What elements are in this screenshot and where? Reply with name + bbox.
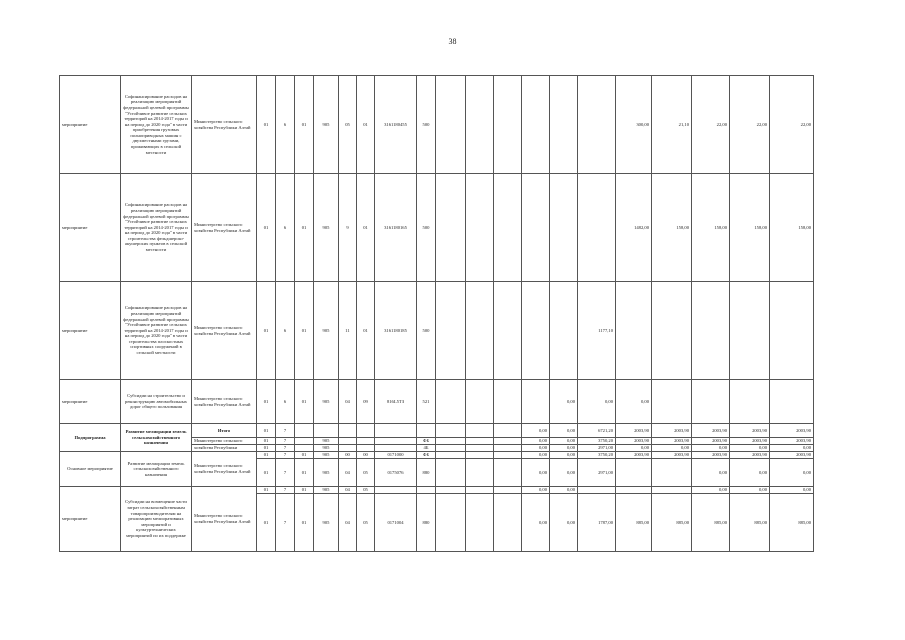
table-cell: 880 bbox=[417, 494, 436, 552]
table-cell: 2971,00 bbox=[578, 445, 616, 452]
table-cell: 2003,90 bbox=[692, 438, 730, 445]
table-cell bbox=[494, 445, 522, 452]
table-cell bbox=[522, 380, 550, 424]
table-cell: 2003,90 bbox=[730, 438, 770, 445]
table-cell: Софинансирование расходов на реализацию мероприятий федеральной целевой программы "Устойчивое развитие сельских территорий на 2014-2017 годы и на период до 2020 года" в части приобретения грузовых полноприводных машин с двухместными грузами, проживающих в сельской местности bbox=[121, 76, 192, 174]
table-cell: 885,00 bbox=[652, 494, 692, 552]
table-cell: 905 bbox=[314, 494, 339, 552]
table-cell: 2003,90 bbox=[616, 438, 652, 445]
table-cell bbox=[730, 380, 770, 424]
table-cell: 00 bbox=[357, 452, 375, 459]
table-cell: 0,00 bbox=[522, 452, 550, 459]
table-cell: 0,00 bbox=[550, 424, 578, 438]
table-cell: Министерство сельского хозяйства Республики Алтай bbox=[192, 174, 257, 282]
table-cell: 816L5ТЗ bbox=[375, 380, 417, 424]
table-cell: 01 bbox=[257, 494, 276, 552]
table-cell: 01 bbox=[295, 380, 314, 424]
table-row bbox=[60, 174, 814, 282]
table-cell: 0,00 bbox=[730, 445, 770, 452]
table-cell: 0,00 bbox=[550, 452, 578, 459]
table-cell: 3750,20 bbox=[578, 438, 616, 445]
table-cell bbox=[550, 76, 578, 174]
table-cell: Софинансирование расходов на реализацию мероприятий федеральной целевой программы "Устойчивое развитие сельских территорий на 2014-2017 годы и на период до 2020 года" в части строительства плоскостных спортивных сооружений в сельской местности bbox=[121, 282, 192, 380]
table-cell: 0,00 bbox=[522, 438, 550, 445]
table-cell: Софинансирование расходов на реализацию мероприятий федеральной целевой программы "Устойчивое развитие сельских территорий на 2014-2017 годы и на период до 2020 года" в части строительства фельдшерско-акушерских пунктов в сельской местности bbox=[121, 174, 192, 282]
table-cell: 3161180455 bbox=[375, 76, 417, 174]
table-cell: 2003,90 bbox=[692, 452, 730, 459]
table-cell: 2003,90 bbox=[770, 424, 814, 438]
table-cell: 01 bbox=[357, 174, 375, 282]
table-cell: Министерство сельского хозяйства Республики Алтай bbox=[192, 282, 257, 380]
table-cell: 0,00 bbox=[522, 494, 550, 552]
table-cell bbox=[295, 424, 314, 438]
table-cell: 1787,00 bbox=[578, 494, 616, 552]
table-cell: 0,00 bbox=[522, 459, 550, 487]
table-cell: 0,00 bbox=[692, 459, 730, 487]
table-row bbox=[60, 282, 814, 380]
table-cell: 01 bbox=[357, 282, 375, 380]
page-number: 38 bbox=[448, 37, 457, 46]
table-cell: 7 bbox=[276, 445, 295, 452]
table-cell bbox=[357, 438, 375, 445]
table-cell: Итого bbox=[192, 424, 257, 438]
table-cell: 0,00 bbox=[730, 487, 770, 494]
table-cell: Министерство сельского хозяйства Республики Алтай bbox=[192, 380, 257, 424]
table-cell bbox=[436, 487, 466, 494]
table-cell: 905 bbox=[314, 438, 339, 445]
table-cell bbox=[770, 282, 814, 380]
table-cell bbox=[436, 282, 466, 380]
table-cell: 01 bbox=[257, 452, 276, 459]
table-cell bbox=[436, 174, 466, 282]
table-cell: 01 bbox=[257, 487, 276, 494]
table-cell: 01 bbox=[257, 459, 276, 487]
table-cell: 01 bbox=[295, 76, 314, 174]
table-cell bbox=[522, 76, 550, 174]
table-cell: Основное мероприятие bbox=[60, 452, 121, 487]
table-cell: 09 bbox=[357, 380, 375, 424]
table-cell: 885,00 bbox=[730, 494, 770, 552]
table-cell: 01 bbox=[257, 282, 276, 380]
table-cell: 0,00 bbox=[692, 487, 730, 494]
table-cell: Субсидии на возмещение части затрат сельскохозяйственным товаропроизводителям на реализацию мелиоративных мероприятий и культуртехнических мероприятий по их поддержке bbox=[121, 487, 192, 552]
table-cell bbox=[494, 487, 522, 494]
table-cell: 905 bbox=[314, 76, 339, 174]
table-cell: Субсидии на строительство и реконструкцию автомобильных дорог общего пользования bbox=[121, 380, 192, 424]
table-cell: мероприятие bbox=[60, 76, 121, 174]
table-cell: Подпрограмма bbox=[60, 424, 121, 452]
table-cell: 7 bbox=[276, 494, 295, 552]
table-cell: 2003,90 bbox=[616, 424, 652, 438]
table-cell bbox=[466, 487, 494, 494]
table-cell bbox=[522, 174, 550, 282]
table-cell bbox=[357, 445, 375, 452]
table-cell: 2003,90 bbox=[652, 452, 692, 459]
table-cell bbox=[295, 445, 314, 452]
table-cell: 500 bbox=[417, 76, 436, 174]
table-cell: 0,00 bbox=[692, 445, 730, 452]
table-cell: 2003,90 bbox=[730, 424, 770, 438]
table-cell bbox=[436, 424, 466, 438]
table-cell bbox=[466, 494, 494, 552]
table-cell: Министерство сельского хозяйства Республики Алтай bbox=[192, 76, 257, 174]
table-cell bbox=[436, 494, 466, 552]
table-cell: 300,00 bbox=[616, 76, 652, 174]
table-cell: 7 bbox=[276, 438, 295, 445]
table-cell: 01 bbox=[257, 380, 276, 424]
table-cell bbox=[578, 487, 616, 494]
table-cell: 905 bbox=[314, 459, 339, 487]
table-cell: 905 bbox=[314, 380, 339, 424]
table-cell: 01 bbox=[295, 487, 314, 494]
table-cell: 01 bbox=[295, 494, 314, 552]
table-cell: 3161180165 bbox=[375, 174, 417, 282]
table-cell: 0,00 bbox=[550, 459, 578, 487]
table-cell: 3161180185 bbox=[375, 282, 417, 380]
table-cell: 01 bbox=[295, 452, 314, 459]
table-cell: 1177,10 bbox=[578, 282, 616, 380]
table-cell bbox=[375, 487, 417, 494]
table-cell bbox=[436, 452, 466, 459]
table-cell bbox=[436, 438, 466, 445]
table-cell: 2003,90 bbox=[770, 452, 814, 459]
table-cell: Министерство сельского хозяйства Республики Алтай bbox=[192, 452, 257, 487]
table-cell bbox=[494, 282, 522, 380]
table-cell bbox=[436, 76, 466, 174]
table-cell: 6 bbox=[276, 76, 295, 174]
table-cell bbox=[339, 424, 357, 438]
table-cell: 04 bbox=[339, 459, 357, 487]
table-cell bbox=[550, 174, 578, 282]
table-cell bbox=[466, 452, 494, 459]
table-cell: 7 bbox=[276, 487, 295, 494]
table-cell bbox=[692, 282, 730, 380]
table-cell: 0,00 bbox=[770, 487, 814, 494]
table-cell bbox=[578, 174, 616, 282]
table-cell bbox=[436, 380, 466, 424]
table-cell: 11 bbox=[339, 282, 357, 380]
table-cell: 7 bbox=[276, 424, 295, 438]
table-cell bbox=[314, 424, 339, 438]
table-cell: 880 bbox=[417, 459, 436, 487]
table-cell: 01 bbox=[257, 424, 276, 438]
table-row bbox=[60, 380, 814, 424]
table-cell: 2003,90 bbox=[730, 452, 770, 459]
table-cell: 0,00 bbox=[730, 459, 770, 487]
table-cell: 2003,90 bbox=[770, 438, 814, 445]
table-cell: 905 bbox=[314, 174, 339, 282]
table-cell: 2003,90 bbox=[616, 452, 652, 459]
table-cell: 6 bbox=[276, 282, 295, 380]
table-cell: 2003,90 bbox=[692, 424, 730, 438]
table-cell: 3750,20 bbox=[578, 452, 616, 459]
table-row bbox=[60, 487, 814, 494]
table-cell: 521 bbox=[417, 380, 436, 424]
table-cell: 0171004 bbox=[375, 494, 417, 552]
table-cell bbox=[357, 424, 375, 438]
table-cell: 01 bbox=[257, 76, 276, 174]
table-cell bbox=[652, 487, 692, 494]
table-cell bbox=[375, 445, 417, 452]
table-cell bbox=[295, 438, 314, 445]
table-cell: 885,00 bbox=[770, 494, 814, 552]
table-cell bbox=[417, 487, 436, 494]
table-cell bbox=[494, 494, 522, 552]
table-cell: 6721,20 bbox=[578, 424, 616, 438]
table-cell bbox=[466, 424, 494, 438]
table-cell bbox=[494, 174, 522, 282]
table-cell: 905 bbox=[314, 452, 339, 459]
table-cell: 0,00 bbox=[652, 445, 692, 452]
table-cell bbox=[494, 380, 522, 424]
table-cell: 00 bbox=[339, 452, 357, 459]
table-cell: 01 bbox=[295, 174, 314, 282]
table-cell: 05 bbox=[357, 459, 375, 487]
table-cell: 7 bbox=[276, 452, 295, 459]
table-cell bbox=[616, 282, 652, 380]
table-cell: ФБ bbox=[417, 438, 436, 445]
table-cell: 905 bbox=[314, 487, 339, 494]
table-cell bbox=[494, 438, 522, 445]
table-cell bbox=[466, 282, 494, 380]
table-cell: 05 bbox=[357, 494, 375, 552]
table-cell: мероприятие bbox=[60, 380, 121, 424]
table-cell: 04 bbox=[339, 494, 357, 552]
table-cell: 0,00 bbox=[550, 438, 578, 445]
table-cell: 05 bbox=[357, 487, 375, 494]
table-cell: 0,00 bbox=[578, 380, 616, 424]
table-cell bbox=[494, 452, 522, 459]
table-cell: 4Б bbox=[417, 445, 436, 452]
table-cell: 0,00 bbox=[550, 380, 578, 424]
budget-table bbox=[59, 75, 814, 552]
table-cell bbox=[494, 424, 522, 438]
table-cell bbox=[375, 438, 417, 445]
table-cell bbox=[652, 282, 692, 380]
table-cell: 0,00 bbox=[522, 445, 550, 452]
table-cell: 500 bbox=[417, 282, 436, 380]
table-cell bbox=[550, 282, 578, 380]
table-cell: 04 bbox=[339, 380, 357, 424]
table-cell: 0,00 bbox=[550, 445, 578, 452]
table-cell: 0,00 bbox=[522, 487, 550, 494]
table-cell: 22,00 bbox=[730, 76, 770, 174]
table-cell bbox=[616, 487, 652, 494]
table-cell bbox=[466, 445, 494, 452]
table-cell bbox=[466, 380, 494, 424]
table-cell: ФБ bbox=[417, 452, 436, 459]
table-cell: 0171000 bbox=[375, 452, 417, 459]
table-cell: 885,00 bbox=[692, 494, 730, 552]
table-cell: 885,00 bbox=[616, 494, 652, 552]
table-cell bbox=[494, 459, 522, 487]
table-cell: Развитие мелиорации земель сельскохозяйственного назначения bbox=[121, 452, 192, 487]
table-cell: 9 bbox=[339, 174, 357, 282]
table-cell: 158,00 bbox=[730, 174, 770, 282]
table-cell: Министерство сельского хозяйства Республики Алтай bbox=[192, 487, 257, 552]
table-row bbox=[60, 452, 814, 459]
table-cell: 0175076 bbox=[375, 459, 417, 487]
table-cell bbox=[466, 459, 494, 487]
table-cell bbox=[436, 459, 466, 487]
table-cell: 2971,00 bbox=[578, 459, 616, 487]
table-cell: 04 bbox=[339, 487, 357, 494]
table-cell: 0,00 bbox=[770, 459, 814, 487]
table-cell bbox=[466, 438, 494, 445]
table-cell bbox=[652, 380, 692, 424]
table-cell bbox=[616, 459, 652, 487]
table-cell: 2003,90 bbox=[652, 438, 692, 445]
table-cell: хозяйства Республики bbox=[192, 445, 257, 452]
table-cell: 0,00 bbox=[522, 424, 550, 438]
table-cell: Развитие мелиорации земель сельскохозяйственного назначения bbox=[121, 424, 192, 452]
table-cell bbox=[466, 76, 494, 174]
table-cell: 21,10 bbox=[652, 76, 692, 174]
table-cell: 6 bbox=[276, 380, 295, 424]
table-cell: 158,00 bbox=[692, 174, 730, 282]
table-cell: 0,00 bbox=[550, 494, 578, 552]
table-cell bbox=[522, 282, 550, 380]
table-row bbox=[60, 424, 814, 438]
table-cell bbox=[339, 445, 357, 452]
table-body bbox=[60, 76, 814, 552]
table-cell: 0,00 bbox=[550, 487, 578, 494]
table-cell: 0,00 bbox=[770, 445, 814, 452]
table-cell: 01 bbox=[257, 445, 276, 452]
table-cell: 22,00 bbox=[692, 76, 730, 174]
table-cell: 01 bbox=[257, 174, 276, 282]
table-cell bbox=[692, 380, 730, 424]
table-cell: 22,00 bbox=[770, 76, 814, 174]
table-cell: 0,00 bbox=[616, 380, 652, 424]
table-cell: мероприятие bbox=[60, 174, 121, 282]
table-cell: 01 bbox=[257, 438, 276, 445]
table-row bbox=[60, 76, 814, 174]
table-cell: мероприятие bbox=[60, 487, 121, 552]
table-cell: 158,00 bbox=[770, 174, 814, 282]
table-cell: 158,00 bbox=[652, 174, 692, 282]
table-cell: мероприятие bbox=[60, 282, 121, 380]
table-cell bbox=[375, 424, 417, 438]
table-cell bbox=[730, 282, 770, 380]
table-cell: 905 bbox=[314, 282, 339, 380]
table-cell: 1482,00 bbox=[616, 174, 652, 282]
table-cell: 6 bbox=[276, 174, 295, 282]
table-cell: 0,00 bbox=[616, 445, 652, 452]
table-cell: 7 bbox=[276, 459, 295, 487]
table-cell: 01 bbox=[295, 282, 314, 380]
table-cell bbox=[770, 380, 814, 424]
table-cell bbox=[466, 174, 494, 282]
table-cell: 01 bbox=[295, 459, 314, 487]
table-cell bbox=[652, 459, 692, 487]
table-cell: 500 bbox=[417, 174, 436, 282]
table-cell bbox=[494, 76, 522, 174]
table-cell: 01 bbox=[357, 76, 375, 174]
table-cell: Министерство сельского bbox=[192, 438, 257, 445]
table-cell bbox=[339, 438, 357, 445]
table-cell bbox=[436, 445, 466, 452]
table-cell: 2003,90 bbox=[652, 424, 692, 438]
table-cell bbox=[578, 76, 616, 174]
table-cell: 05 bbox=[339, 76, 357, 174]
table-cell: 905 bbox=[314, 445, 339, 452]
table-cell bbox=[417, 424, 436, 438]
